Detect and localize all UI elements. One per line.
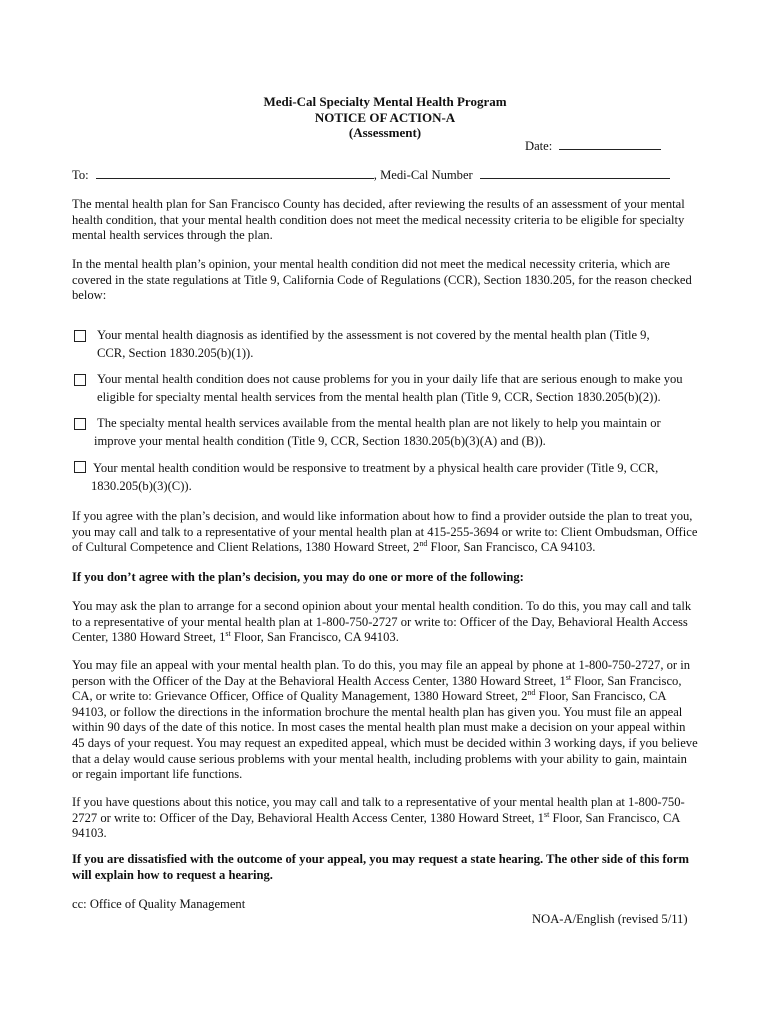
appeal-text-c: Floor, San Francisco, CA 94103, or follow the directions in the information brochure the mental health plan has given you. You must file an appeal within 90 days of the date of this notice. In most cases the mental health plan must make a decision on your appeal within 45 days of your request. You may request an expedited appeal, which must be decided within 3 working days, if you believe that a delay would cause serious problems with your mental health, including problems with your ability to gain, maintain or regain important life functions.: [72, 689, 698, 782]
questions-text-a: If you have questions about this notice, you may call and talk to a representative of your mental health plan at 1-800-750-2727 or write to: Officer of the Day, Behavioral Health Access Center, 1380 Howard Street, 1: [72, 795, 685, 825]
date-field[interactable]: [559, 149, 661, 150]
agree-paragraph: [72, 509, 700, 556]
date-row: [525, 139, 661, 154]
second-opinion-paragraph: [72, 599, 700, 646]
cc-line: cc: Office of Quality Management: [72, 897, 246, 911]
agree-text-b: Floor, San Francisco, CA 94103.: [427, 540, 596, 555]
reason-option-2-line1: Your mental health condition does not cause problems for you in your daily life that are serious enough to make you: [97, 372, 683, 386]
recipient-row: [72, 168, 670, 183]
form-id: NOA-A/English (revised 5/11): [532, 912, 688, 926]
second-opinion-sup: st: [225, 629, 231, 638]
appeal-sup-1: st: [565, 672, 572, 682]
second-opinion-text-b: Floor, San Francisco, CA 94103.: [230, 630, 399, 645]
reason-option-4-line2: 1830.205(b)(3)(C)).: [91, 478, 192, 493]
reason-option-1: [97, 328, 697, 361]
intro-paragraph: The mental health plan for San Francisco County has decided, after reviewing the results of an assessment of your mental health condition, that your mental health condition does not meet the medical necessity criteria to be eligible for specialty mental health services through the plan.: [72, 197, 685, 243]
medi-cal-number-label: , Medi-Cal Number: [373, 168, 473, 182]
reason-option-3-line2: improve your mental health condition (Title 9, CCR, Section 1830.205(b)(3)(A) and (B)).: [94, 433, 546, 448]
reason-option-3-line1: The specialty mental health services available from the mental health plan are not likely to help you maintain or: [97, 416, 661, 430]
questions-paragraph: [72, 795, 700, 842]
appeal-paragraph: [72, 658, 700, 783]
medi-cal-number-field[interactable]: [480, 178, 670, 179]
reason-option-4-line1: Your mental health condition would be responsive to treatment by a physical health care provider (Title 9, CCR,: [93, 461, 659, 475]
reason-checkbox-4[interactable]: [74, 461, 86, 473]
opinion-paragraph: In the mental health plan’s opinion, your mental health condition did not meet the medical necessity criteria, which are covered in the state regulations at Title 9, California Code of Regulations (CCR), Section 1830.205, for the reason checked below:: [72, 257, 692, 303]
dissatisfied-paragraph: If you are dissatisfied with the outcome of your appeal, you may request a state hearing. The other side of this form will explain how to request a hearing.: [72, 852, 689, 882]
reason-option-1-line1: Your mental health diagnosis as identified by the assessment is not covered by the mental health plan (Title 9,: [97, 328, 650, 342]
questions-sup: st: [543, 809, 550, 819]
reason-option-3: [94, 416, 697, 449]
notice-subtitle: (Assessment): [348, 125, 422, 140]
appeal-sup-2: nd: [527, 688, 536, 697]
reason-option-2-line2: eligible for specialty mental health services from the mental health plan (Title 9, CCR, Section 1830.205(b)(2)).: [97, 389, 661, 404]
reason-checkbox-1[interactable]: [74, 330, 86, 342]
reason-checkbox-3[interactable]: [74, 418, 86, 430]
second-opinion-text-a: You may ask the plan to arrange for a second opinion about your mental health condition. To do this, you may call and talk to a representative of your mental health plan at 1-800-750-2727 or write to: Officer of the Day, Behavioral Health Access Center, 1380 Howard Street, 1: [72, 599, 692, 645]
reason-option-1-line2: CCR, Section 1830.205(b)(1)).: [97, 345, 254, 360]
recipient-name-field[interactable]: [96, 178, 374, 179]
appeal-text-b: Floor, San Francisco, CA, or write to: Grievance Officer, Office of Quality Management, 1380 Howard Street, 2: [72, 673, 682, 704]
agree-text-a: If you agree with the plan’s decision, and would like information about how to find a provider outside the plan to treat you, you may call and talk to a representative of your mental health plan at 415-255-3694 or write to: Client Ombudsman, Office of Cultural Competence and Client Relations, 1380 Howard Street, 2: [72, 509, 698, 555]
reason-checkbox-2[interactable]: [74, 374, 86, 386]
appeal-text-a: You may file an appeal with your mental health plan. To do this, you may file an appeal by phone at 1-800-750-2727, or in person with the Officer of the Day at the Behavioral Health Access Center, 1380 Howard Street, 1: [72, 658, 691, 688]
questions-text-b: Floor, San Francisco, CA 94103.: [72, 810, 680, 841]
to-label: To:: [72, 168, 89, 182]
program-title: Medi-Cal Specialty Mental Health Program: [263, 94, 507, 109]
agree-sup: nd: [419, 539, 428, 548]
reason-option-2: [97, 372, 707, 405]
reason-option-4: [93, 461, 697, 494]
date-label: Date:: [525, 139, 553, 153]
disagree-heading: If you don’t agree with the plan’s decision, you may do one or more of the following:: [72, 570, 524, 584]
notice-title: NOTICE OF ACTION-A: [314, 110, 456, 125]
